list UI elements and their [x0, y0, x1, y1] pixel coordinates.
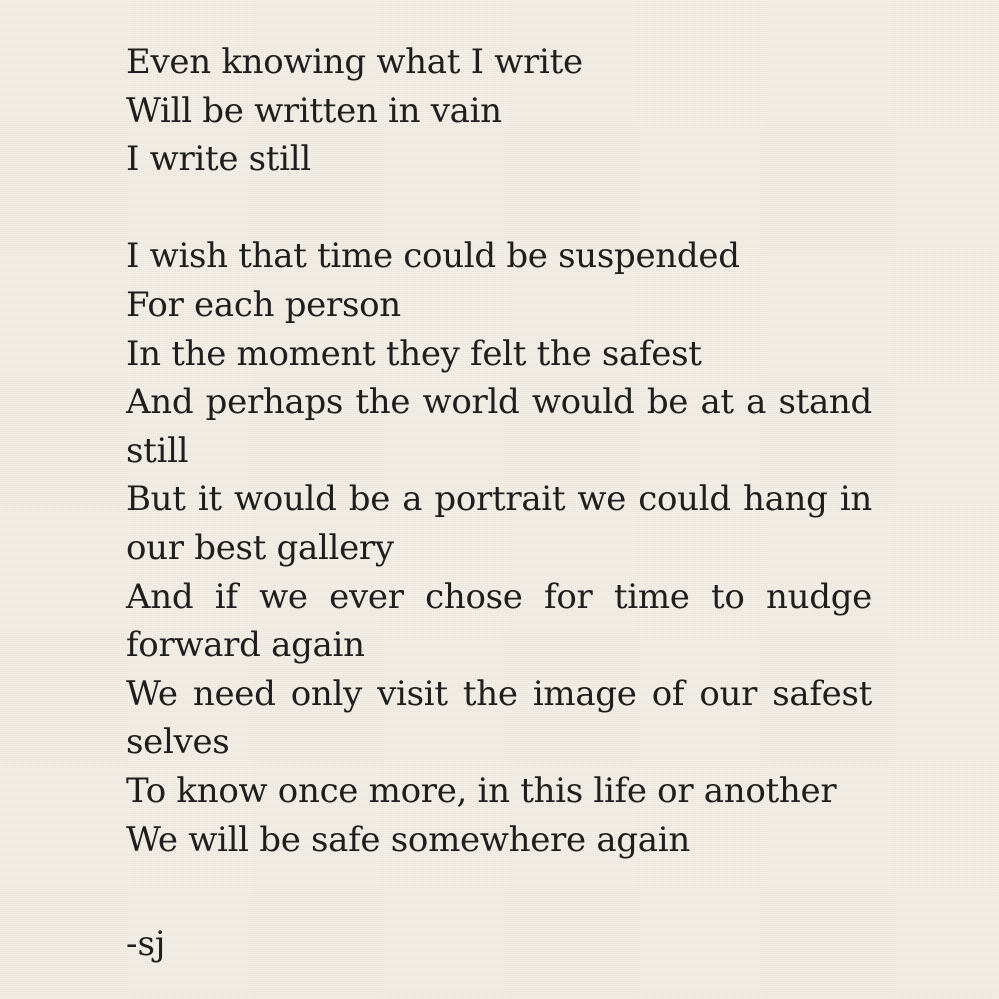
poem-line: Even knowing what I write	[126, 42, 583, 82]
poem-line: We need only visit the image of our safest selves	[126, 673, 872, 763]
poem-line: Will be written in vain	[126, 90, 502, 131]
poem-body	[126, 38, 872, 864]
poem-line: And if we ever chose for time to nudge forward again	[126, 576, 872, 666]
poem-line: In the moment they felt the safest	[126, 333, 702, 374]
author-signature: -sj	[126, 924, 166, 964]
poem-line: I wish that time could be suspended	[126, 236, 740, 277]
poem-line: And perhaps the world would be at a stand still	[126, 382, 872, 471]
stanza-1	[126, 38, 872, 184]
poem-line: I write still	[126, 139, 311, 180]
poem-line: But it would be a portrait we could hang in our best gallery	[126, 479, 872, 568]
poem-line: For each person	[126, 284, 401, 325]
stanza-2	[126, 232, 872, 864]
poem-line: To know once more, in this life or another	[126, 770, 837, 811]
stanza-gap	[126, 184, 872, 233]
poem-line: We will be safe somewhere again	[126, 819, 690, 860]
